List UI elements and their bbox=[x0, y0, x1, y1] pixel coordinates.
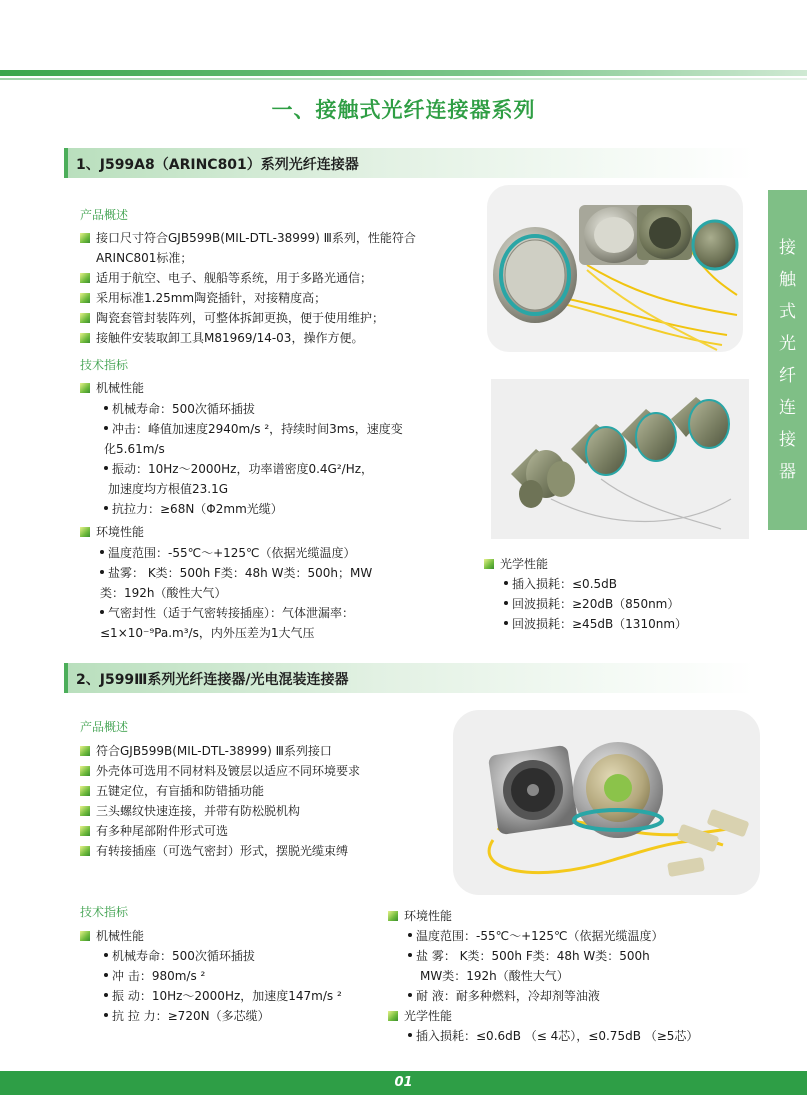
product-photo-hybrid-connector bbox=[453, 710, 760, 895]
bullet-dot-icon bbox=[408, 1033, 412, 1037]
bullet-square-icon bbox=[80, 806, 90, 816]
top-decor-line bbox=[0, 78, 807, 80]
bullet-dot-icon bbox=[504, 581, 508, 585]
spec-item: 类：192h（酸性大气） bbox=[100, 586, 227, 600]
bullet-dot-icon bbox=[504, 621, 508, 625]
bullet-dot-icon bbox=[408, 933, 412, 937]
bullet-dot-icon bbox=[100, 550, 104, 554]
bullet-square-icon bbox=[80, 313, 90, 323]
bullet-square-icon bbox=[80, 766, 90, 776]
bullet-square-icon bbox=[80, 273, 90, 283]
bullet-square-icon bbox=[80, 293, 90, 303]
spec-item: 盐 雾： K类：500h F类：48h W类：500h bbox=[408, 946, 650, 966]
list-item: 外壳体可选用不同材料及镀层以适应不同环境要求 bbox=[80, 761, 360, 781]
list-item: 有多种尾部附件形式可选 bbox=[80, 821, 228, 841]
bullet-dot-icon bbox=[100, 570, 104, 574]
section1-spec-title: 技术指标 bbox=[80, 358, 129, 372]
section2-header bbox=[64, 663, 754, 693]
bullet-square-icon bbox=[484, 559, 494, 569]
spec-item: 振动：10Hz～2000Hz，功率谱密度0.4G²/Hz， bbox=[104, 459, 373, 479]
section1-overview-title: 产品概述 bbox=[80, 208, 129, 222]
side-tab-char: 式 bbox=[779, 302, 796, 322]
bullet-square-icon bbox=[80, 333, 90, 343]
spec-item: ≤1×10⁻⁹Pa.m³/s，内外压差为1大气压 bbox=[100, 626, 315, 640]
spec-item: 冲击：峰值加速度2940m/s ²，持续时间3ms，速度变 bbox=[104, 419, 403, 439]
side-tab-char: 光 bbox=[779, 334, 796, 354]
bullet-dot-icon bbox=[408, 993, 412, 997]
bullet-dot-icon bbox=[104, 426, 108, 430]
spec-group-title: 光学性能 bbox=[484, 554, 548, 574]
spec-item: 冲 击：980m/s ² bbox=[104, 966, 205, 986]
bullet-dot-icon bbox=[104, 466, 108, 470]
spec-item: 抗拉力：≥68N（Φ2mm光缆） bbox=[104, 499, 283, 519]
list-item: 陶瓷套管封装阵列，可整体拆卸更换，便于使用维护； bbox=[80, 308, 384, 328]
spec-item: 插入损耗：≤0.6dB （≤ 4芯），≤0.75dB （≥5芯） bbox=[408, 1026, 698, 1046]
page-number: 01 bbox=[394, 1075, 413, 1090]
side-category-tab bbox=[768, 190, 807, 530]
list-item: 符合GJB599B(MIL-DTL-38999) Ⅲ系列接口 bbox=[80, 741, 332, 761]
list-item: 五键定位，有盲插和防错插功能 bbox=[80, 781, 264, 801]
page-title: 一、接触式光纤连接器系列 bbox=[271, 98, 536, 122]
bullet-dot-icon bbox=[504, 601, 508, 605]
list-item: 采用标准1.25mm陶瓷插针，对接精度高； bbox=[80, 288, 326, 308]
spec-group-title: 环境性能 bbox=[388, 906, 452, 926]
spec-item: 气密封性（适于气密转接插座）：气体泄漏率： bbox=[100, 603, 354, 623]
spec-group-title: 光学性能 bbox=[388, 1006, 452, 1026]
spec-item: 回波损耗：≥45dB（1310nm） bbox=[504, 614, 687, 634]
spec-item: 插入损耗：≤0.5dB bbox=[504, 574, 617, 594]
spec-item: MW类：192h（酸性大气） bbox=[420, 969, 569, 983]
section1-header bbox=[64, 148, 754, 178]
bullet-square-icon bbox=[80, 383, 90, 393]
side-tab-char: 接 bbox=[779, 238, 796, 258]
spec-item: 温度范围：-55℃～+125℃（依据光缆温度） bbox=[100, 543, 356, 563]
bullet-square-icon bbox=[388, 911, 398, 921]
bullet-square-icon bbox=[80, 527, 90, 537]
section2-overview-title: 产品概述 bbox=[80, 720, 129, 734]
bullet-dot-icon bbox=[104, 1013, 108, 1017]
spec-group-title: 机械性能 bbox=[80, 378, 144, 398]
spec-group-title: 机械性能 bbox=[80, 926, 144, 946]
side-tab-char: 纤 bbox=[779, 366, 796, 386]
top-decor-bar bbox=[0, 70, 807, 76]
product-photo-connectors bbox=[487, 185, 743, 352]
bullet-square-icon bbox=[80, 746, 90, 756]
list-item: 有转接插座（可选气密封）形式，摆脱光缆束缚 bbox=[80, 841, 348, 861]
spec-item: 温度范围：-55℃～+125℃（依据光缆温度） bbox=[408, 926, 664, 946]
spec-item: 抗 拉 力：≥720N（多芯缆） bbox=[104, 1006, 270, 1026]
spec-group-title: 环境性能 bbox=[80, 522, 144, 542]
side-tab-char: 连 bbox=[779, 398, 796, 418]
bullet-dot-icon bbox=[104, 993, 108, 997]
list-item: 接口尺寸符合GJB599B(MIL-DTL-38999) Ⅲ系列，性能符合 bbox=[80, 228, 416, 248]
side-tab-char: 触 bbox=[779, 270, 796, 290]
spec-item: 机械寿命：500次循环插拔 bbox=[104, 946, 255, 966]
section2-spec-title: 技术指标 bbox=[80, 905, 129, 919]
bullet-dot-icon bbox=[100, 610, 104, 614]
bullet-dot-icon bbox=[104, 406, 108, 410]
spec-item: 化5.61m/s bbox=[104, 442, 165, 456]
spec-item: 振 动：10Hz～2000Hz，加速度147m/s ² bbox=[104, 986, 342, 1006]
bullet-dot-icon bbox=[408, 953, 412, 957]
spec-item: 机械寿命：500次循环插拔 bbox=[104, 399, 255, 419]
bullet-square-icon bbox=[80, 931, 90, 941]
section1-title: 1、J599A8（ARINC801）系列光纤连接器 bbox=[76, 157, 359, 173]
bullet-dot-icon bbox=[104, 953, 108, 957]
bullet-square-icon bbox=[388, 1011, 398, 1021]
list-item: ARINC801标准； bbox=[96, 251, 193, 265]
spec-item: 加速度均方根值23.1G bbox=[108, 482, 229, 496]
bullet-dot-icon bbox=[104, 973, 108, 977]
spec-item: 回波损耗：≥20dB（850nm） bbox=[504, 594, 679, 614]
side-tab-char: 器 bbox=[779, 462, 796, 482]
bullet-square-icon bbox=[80, 846, 90, 856]
spec-item: 盐雾： K类：500h F类：48h W类：500h；MW bbox=[100, 563, 372, 583]
spec-item: 耐 液：耐多种燃料，冷却剂等油液 bbox=[408, 986, 600, 1006]
side-tab-char: 接 bbox=[779, 430, 796, 450]
bullet-square-icon bbox=[80, 826, 90, 836]
list-item: 三头螺纹快速连接，并带有防松脱机构 bbox=[80, 801, 300, 821]
bullet-square-icon bbox=[80, 786, 90, 796]
bullet-square-icon bbox=[80, 233, 90, 243]
section2-title: 2、J599Ⅲ系列光纤连接器/光电混装连接器 bbox=[76, 672, 349, 688]
bullet-dot-icon bbox=[104, 506, 108, 510]
product-photo-angled-connectors bbox=[491, 379, 749, 539]
list-item: 接触件安装取卸工具M81969/14-03，操作方便。 bbox=[80, 328, 363, 348]
list-item: 适用于航空、电子、舰船等系统，用于多路光通信； bbox=[80, 268, 372, 288]
